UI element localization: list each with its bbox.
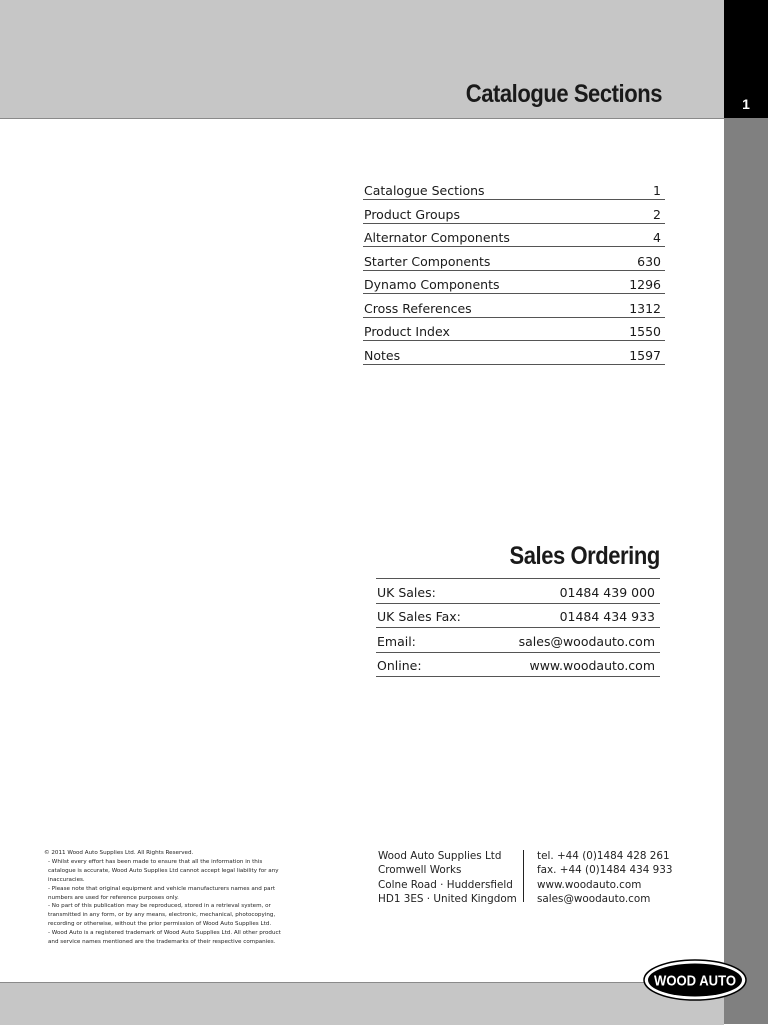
toc-row[interactable] xyxy=(363,224,665,248)
toc-label: Cross References xyxy=(364,300,472,316)
sales-email-link[interactable]: sales@woodauto.com xyxy=(518,633,655,649)
toc-page: 630 xyxy=(637,253,661,269)
legal-line: catalogue is accurate, Wood Auto Supplies Ltd cannot accept legal liability for any xyxy=(48,867,279,874)
sales-label: Online: xyxy=(377,658,422,673)
legal-line: numbers are used for reference purposes only. xyxy=(48,894,179,901)
legal-line: inaccuracies. xyxy=(48,876,85,883)
address-line: Cromwell Works xyxy=(378,864,462,877)
sales-table xyxy=(376,578,660,677)
legal-line: - No part of this publication may be reproduced, stored in a retrieval system, or xyxy=(48,903,271,910)
contact-fax: fax. +44 (0)1484 434 933 xyxy=(537,864,673,877)
page-title: Catalogue Sections xyxy=(465,80,662,108)
side-tab-grey xyxy=(724,118,768,1024)
toc-label: Notes xyxy=(364,347,401,363)
sales-website-link[interactable]: www.woodauto.com xyxy=(529,658,655,673)
toc-label: Starter Components xyxy=(364,253,491,269)
sales-row xyxy=(376,653,660,678)
toc-page: 1597 xyxy=(629,347,661,363)
legal-line: transmitted in any form, or by any means, electronic, mechanical, photocopying, xyxy=(48,912,276,919)
toc-label: Dynamo Components xyxy=(364,277,500,292)
sales-row xyxy=(376,579,660,604)
footer-divider xyxy=(523,850,524,902)
address-line: HD1 3ES · United Kingdom xyxy=(378,892,517,905)
address-line: Wood Auto Supplies Ltd xyxy=(378,850,502,862)
contact-tel: tel. +44 (0)1484 428 261 xyxy=(537,850,670,862)
legal-line: - Whilst every effort has been made to ensure that all the information in this xyxy=(48,858,263,865)
sales-title: Sales Ordering xyxy=(509,542,660,570)
header-band xyxy=(0,0,724,119)
wood-auto-logo xyxy=(643,959,747,1001)
contact-email-link[interactable]: sales@woodauto.com xyxy=(537,892,651,905)
toc-row[interactable] xyxy=(363,200,665,224)
toc-page: 1296 xyxy=(629,277,661,292)
toc-row[interactable] xyxy=(363,318,665,342)
company-address xyxy=(378,849,517,906)
toc-row[interactable] xyxy=(363,294,665,318)
toc-page: 2 xyxy=(653,206,661,222)
page-number: 1 xyxy=(742,96,750,112)
copyright-line: © 2011 Wood Auto Supplies Ltd. All Rights Reserved. xyxy=(44,850,194,856)
contact-website-link[interactable]: www.woodauto.com xyxy=(537,878,642,891)
sales-value: 01484 434 933 xyxy=(559,609,655,624)
toc-row[interactable] xyxy=(363,174,665,200)
toc-label: Product Groups xyxy=(364,206,461,222)
toc-label: Product Index xyxy=(364,324,450,339)
legal-line: and service names mentioned are the trademarks of their respective companies. xyxy=(48,939,276,946)
sales-value: 01484 439 000 xyxy=(559,584,655,600)
legal-notice xyxy=(44,849,319,947)
address-line: Colne Road · Huddersfield xyxy=(378,878,513,891)
footer-band xyxy=(0,982,724,1025)
toc-page: 1550 xyxy=(629,324,661,339)
toc-label: Alternator Components xyxy=(364,230,510,245)
toc-page: 1312 xyxy=(629,300,661,316)
legal-line: - Wood Auto is a registered trademark of Wood Auto Supplies Ltd. All other product xyxy=(48,930,281,937)
toc-row[interactable] xyxy=(363,247,665,271)
toc-row[interactable] xyxy=(363,341,665,365)
legal-line: recording or otherwise, without the prior permission of Wood Auto Supplies Ltd. xyxy=(48,921,272,928)
logo-text: WOOD AUTO xyxy=(654,972,737,990)
sales-row xyxy=(376,628,660,653)
sales-label: UK Sales: xyxy=(377,584,436,600)
toc-page: 4 xyxy=(653,230,661,245)
toc-row[interactable] xyxy=(363,271,665,295)
toc-page: 1 xyxy=(653,183,661,198)
sales-row xyxy=(376,604,660,629)
legal-line: - Please note that original equipment and vehicle manufacturers names and part xyxy=(48,885,276,892)
toc-label: Catalogue Sections xyxy=(364,183,485,198)
contents-table xyxy=(363,174,665,365)
company-contact xyxy=(537,849,672,906)
sales-label: Email: xyxy=(377,633,416,649)
sales-label: UK Sales Fax: xyxy=(377,609,461,624)
